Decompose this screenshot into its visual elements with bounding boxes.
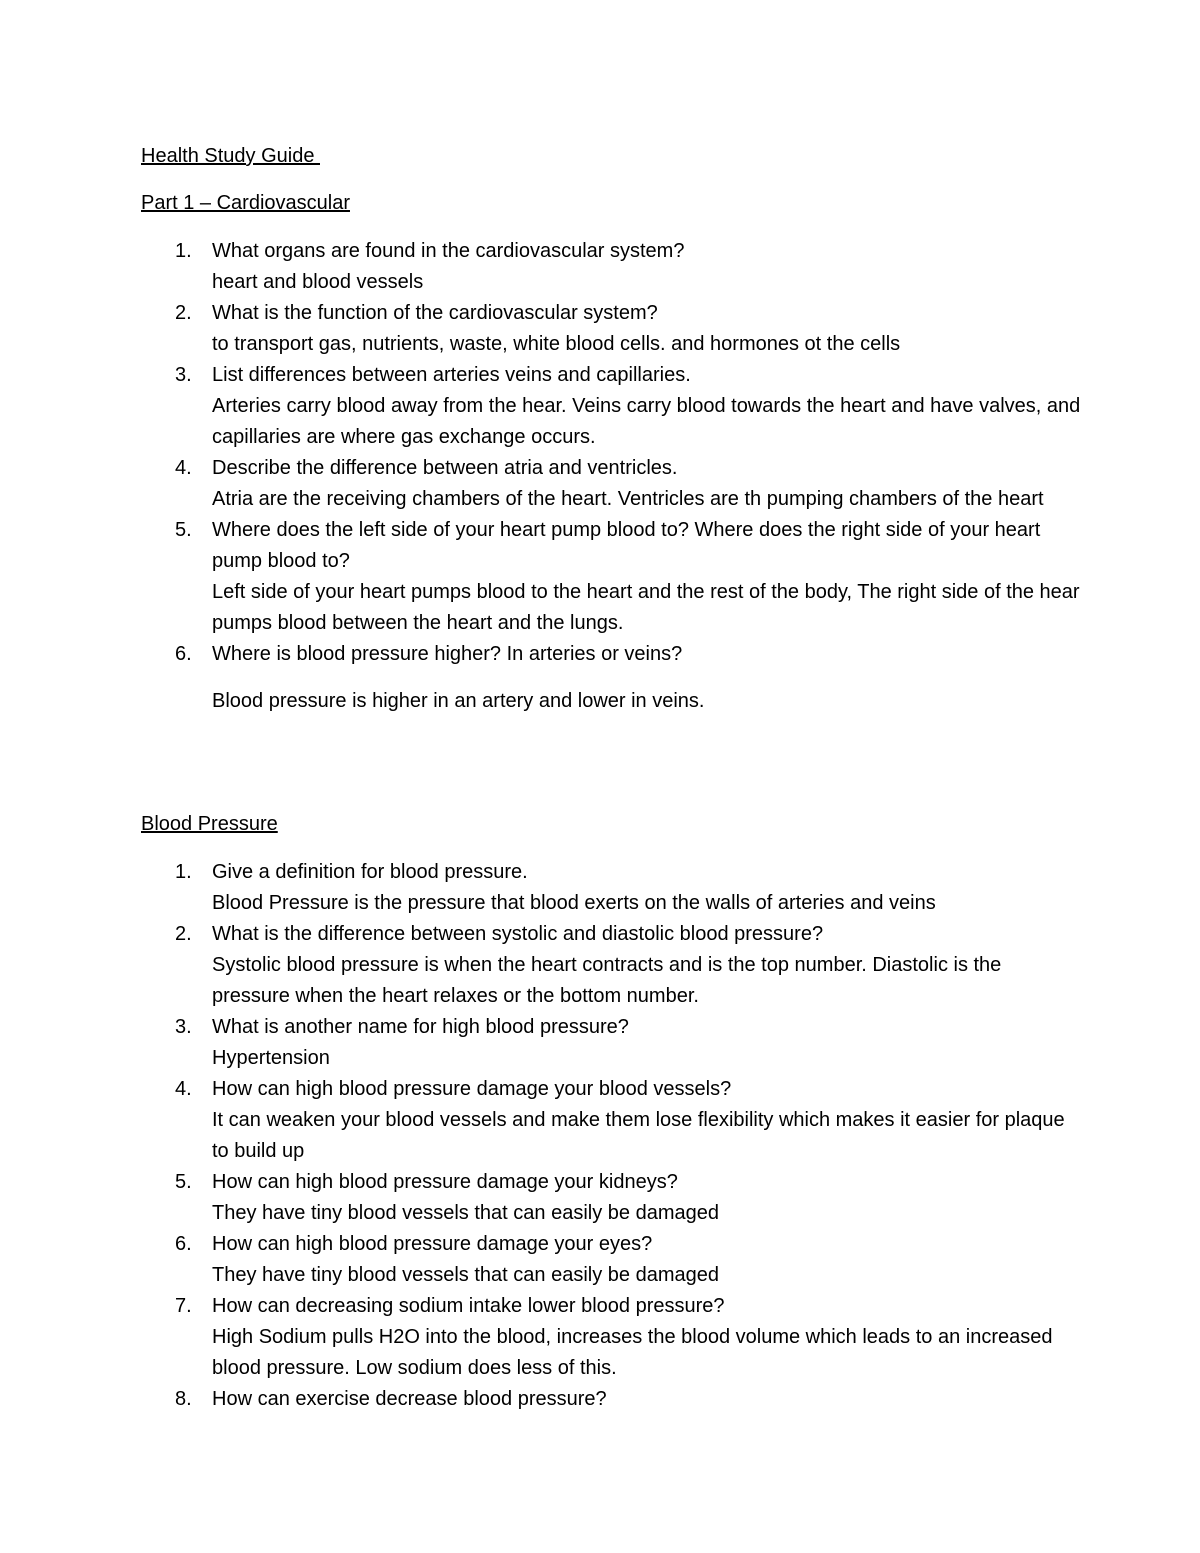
question-text: What is the difference between systolic and diastolic blood pressure? xyxy=(212,923,824,945)
question-text: How can high blood pressure damage your blood vessels? xyxy=(212,1078,732,1100)
list-item xyxy=(141,1229,1081,1291)
answer-text: Blood Pressure is the pressure that blood exerts on the walls of arteries and veins xyxy=(212,892,936,914)
item-number: 3. xyxy=(175,1016,192,1038)
item-number: 3. xyxy=(175,364,192,386)
item-number: 6. xyxy=(175,1233,192,1255)
list-item xyxy=(141,639,1081,717)
answer-text: to transport gas, nutrients, waste, white blood cells. and hormones ot the cells xyxy=(212,333,901,355)
list-item xyxy=(141,453,1081,515)
list-item xyxy=(141,1012,1081,1074)
list-item xyxy=(141,515,1081,639)
list-item xyxy=(141,1167,1081,1229)
question-text: Where is blood pressure higher? In arteries or veins? xyxy=(212,643,683,665)
answer-text: Systolic blood pressure is when the heart contracts and is the top number. Diastolic is the pressure when the heart relaxes or the bottom number. xyxy=(212,954,1002,1007)
answer-text: They have tiny blood vessels that can easily be damaged xyxy=(212,1202,719,1224)
question-text: What is another name for high blood pressure? xyxy=(212,1016,629,1038)
document-title: Health Study Guide xyxy=(141,145,320,167)
question-text: Where does the left side of your heart pump blood to? Where does the right side of your heart pump blood to? xyxy=(212,519,1041,572)
answer-text: Arteries carry blood away from the hear. Veins carry blood towards the heart and have valves, and capillaries are where gas exchange occurs. xyxy=(212,395,1081,448)
answer-text: They have tiny blood vessels that can easily be damaged xyxy=(212,1264,719,1286)
question-text: Give a definition for blood pressure. xyxy=(212,861,528,883)
answer-text: It can weaken your blood vessels and make them lose flexibility which makes it easier for plaque to build up xyxy=(212,1109,1065,1162)
question-text: What organs are found in the cardiovascular system? xyxy=(212,240,685,262)
list-item xyxy=(141,1384,1081,1415)
list-item xyxy=(141,919,1081,1012)
item-number: 2. xyxy=(175,302,192,324)
question-list-blood-pressure xyxy=(141,857,1081,1415)
item-number: 4. xyxy=(175,457,192,479)
answer-text: heart and blood vessels xyxy=(212,271,424,293)
question-text: How can high blood pressure damage your kidneys? xyxy=(212,1171,678,1193)
list-item xyxy=(141,1074,1081,1167)
question-text: What is the function of the cardiovascular system? xyxy=(212,302,658,324)
item-number: 8. xyxy=(175,1388,192,1410)
answer-text: Hypertension xyxy=(212,1047,330,1069)
item-number: 7. xyxy=(175,1295,192,1317)
list-item xyxy=(141,236,1081,298)
item-number: 6. xyxy=(175,643,192,665)
answer-text: High Sodium pulls H2O into the blood, increases the blood volume which leads to an increased blood pressure. Low sodium does less of this. xyxy=(212,1326,1053,1379)
answer-text: Left side of your heart pumps blood to the heart and the rest of the body, The right side of the hear pumps blood between the heart and the lungs. xyxy=(212,581,1080,634)
answer-text: Atria are the receiving chambers of the heart. Ventricles are th pumping chambers of the heart xyxy=(212,488,1044,510)
question-text: How can high blood pressure damage your eyes? xyxy=(212,1233,653,1255)
question-text: List differences between arteries veins and capillaries. xyxy=(212,364,691,386)
question-list-cardiovascular xyxy=(141,236,1081,717)
item-number: 2. xyxy=(175,923,192,945)
section-heading-blood-pressure: Blood Pressure xyxy=(141,813,278,835)
question-text: How can exercise decrease blood pressure? xyxy=(212,1388,607,1410)
question-text: How can decreasing sodium intake lower blood pressure? xyxy=(212,1295,725,1317)
question-text: Describe the difference between atria and ventricles. xyxy=(212,457,678,479)
list-item xyxy=(141,1291,1081,1384)
item-number: 5. xyxy=(175,519,192,541)
list-item xyxy=(141,360,1081,453)
list-item xyxy=(141,298,1081,360)
list-item xyxy=(141,857,1081,919)
section-heading-cardiovascular: Part 1 – Cardiovascular xyxy=(141,192,350,214)
item-number: 4. xyxy=(175,1078,192,1100)
item-number: 1. xyxy=(175,240,192,262)
item-number: 5. xyxy=(175,1171,192,1193)
item-number: 1. xyxy=(175,861,192,883)
answer-text: Blood pressure is higher in an artery and lower in veins. xyxy=(212,690,705,712)
